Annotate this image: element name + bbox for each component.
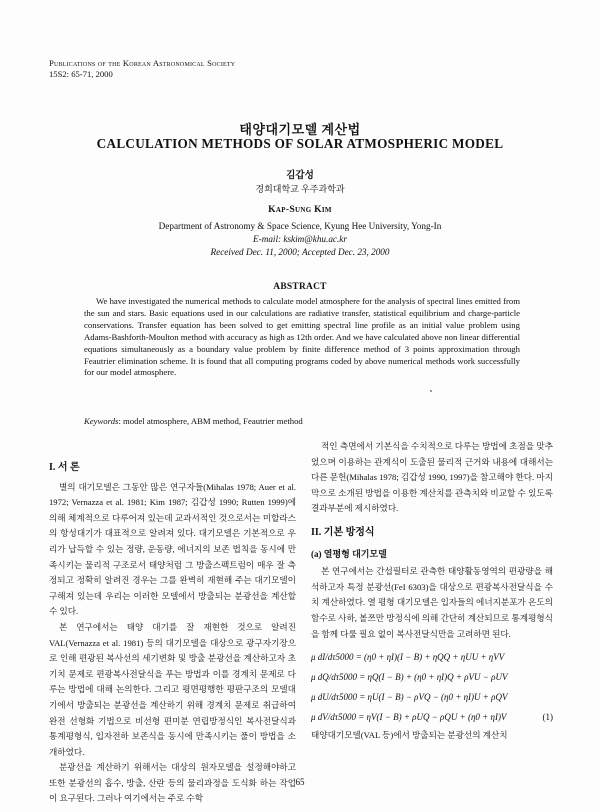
journal-header bbox=[49, 58, 235, 80]
paragraph: 적인 측면에서 기본식을 수치적으로 다루는 방법에 초점을 맞추었으며 이용하는 관계식이 도출된 물리적 근거와 내용에 대해서는 다른 문헌(Mihalas 1978; 김갑성 1990, 1997)을 참고해야 한다. 마지막으로 소개된 방법을 이용한 계산치를 관측치와 비교할 수 있도록 결과부분에 제시하였다. bbox=[311, 441, 553, 514]
right-column bbox=[311, 439, 553, 744]
received-dates: Received Dec. 11, 2000; Accepted Dec. 23, 2000 bbox=[210, 247, 390, 257]
paragraph: 분광선을 계산하기 위해서는 대상의 원자모델을 설정해야하고 또한 분광선의 흡수, 방출, 산란 등의 물리과정을 도식화 하는 작업이 요구된다. 그러나 여기에서는 주로 수학 bbox=[49, 762, 296, 804]
equation: μ dV/dτ5000 = ηV(I − B) + ρUQ − ρQU + (η0 + ηI)V (1) bbox=[311, 708, 553, 728]
section-heading-basic-equations: II. 기본 방정식 bbox=[311, 526, 375, 538]
page-number: 65 bbox=[295, 777, 305, 787]
author-email: E-mail: kskim@khu.ac.kr bbox=[253, 234, 347, 244]
journal-volume: 15S2: 65-71, 2000 bbox=[49, 69, 113, 79]
equation: μ dI/dτ5000 = (η0 + ηI)(I − B) + ηQQ + ηUU + ηVV bbox=[311, 652, 505, 663]
equation: μ dU/dτ5000 = ηU(I − B) − ρVQ − (η0 + ηI)U + ρQV bbox=[311, 692, 508, 703]
paragraph: 본 연구에서는 태양 대기를 잘 재현한 것으로 알려진 VAL(Vernazza et al. 1981) 등의 대기모델을 대상으로 광구자기장으로 인해 편광된 복사선의 세기변화 및 방출 분광선을 계산하고자 초기치 문제로 편광복사전달식을 푸는 방법과 이를 경계치 문제로 다루는 방법에 대해 논의한다. 그리고 평면평행한 평판구조의 모델대기에서 방출되는 분광선을 계산하기 위해 경계치 문제로 취급하여 완전 선형화 기법으로 비선형 편미분 연립방정식인 복사전달식과 통계평형식, 입자전하 보존식을 동시에 만족시키는 풀이 방법을 소개하였다. bbox=[49, 621, 296, 757]
left-column bbox=[49, 460, 296, 807]
paragraph: 본 연구에서는 간섭필터로 관측한 태양활동영역의 편광량을 해석하고자 특정 분광선(FeI 6303)을 대상으로 편광복사전달식을 수치 계산하였다. 열 평형 대기모델은 입자들의 에너지분포가 온도의 함수로 사하, 볼쯔만 방정식에 의해 간단히 계산되므로 통계평형식을 함께 다룰 필요 없이 복사전달식만을 고려하면 된다. bbox=[311, 566, 553, 639]
keywords-list: : model atmosphere, ABM method, Feautrier method bbox=[118, 416, 303, 426]
subsection-heading: (a) 열평형 대기모델 bbox=[311, 548, 387, 559]
paragraph: 별의 대기모델은 그동안 많은 연구자들(Mihalas 1978; Auer et al. 1972; Vernazza et al. 1981; Kim 1987; 김갑성 1990; Rutten 1999)에 의해 체계적으로 다루어져 있는데 교과서적인 것으로서는 미할라스의 항성대기가 대표적으로 알려져 있다. 대기모델은 기본적으로 우리가 납득할 수 있는 정량, 운동량, 에너지의 보존 법칙을 동시에 만족시키는 물리적 구조로서 태양처럼 그 방출스펙트럼이 매우 잘 측정되고 정확히 알려진 경우는 그를 완벽히 재현해 주는 대기모델이 구해져 있는데 우리는 이러한 모델에서 방출되는 분광선을 계산할 수 있다. bbox=[49, 481, 296, 617]
affiliation-korean: 경희대학교 우주과학과 bbox=[255, 184, 345, 194]
equation-block bbox=[311, 648, 553, 728]
affiliation-english: Department of Astronomy & Space Science, Kyung Hee University, Yong-In bbox=[158, 221, 442, 231]
title-english: CALCULATION METHODS OF SOLAR ATMOSPHERIC MODEL bbox=[96, 136, 504, 151]
paragraph: 태양대기모델(VAL 등)에서 방출되는 분광선의 계산치 bbox=[311, 730, 508, 741]
equation: μ dQ/dτ5000 = ηQ(I − B) + (η0 + ηI)Q + ρVU − ρUV bbox=[311, 672, 508, 683]
keywords-line bbox=[84, 416, 524, 426]
scan-speck bbox=[430, 390, 432, 392]
section-heading-introduction: I. 서 론 bbox=[49, 462, 80, 473]
equation-number: (1) bbox=[542, 712, 553, 723]
journal-name: Publications of the Korean Astronomical Society bbox=[49, 58, 236, 68]
abstract-heading: ABSTRACT bbox=[273, 282, 327, 292]
author-name-english: Kap-Sung Kim bbox=[268, 204, 332, 215]
title-korean: 태양대기모델 계산법 bbox=[239, 122, 361, 137]
keywords-label: Keywords bbox=[84, 416, 119, 426]
abstract-body: We have investigated the numerical methods to calculate model atmosphere for the analysis of spectral lines emitted from the sun and stars. Basic equations used in our calculations are radiative transfer, statistical equilibrium and charge-particle conservations. Transfer equation has been solved to get emitting spectral line profile as an initial value problem using Adams-Bashforth-Moulton method with accuracy as high as 12th order. And we have calculated above non linear differential equations simultaneously as a boundary value problem by finite difference method of 3 points approximation through Feautrier elimination scheme. It is found that all computing programs coded by above numerical methods work successfully for our model atmosphere. bbox=[84, 296, 520, 378]
author-name-korean: 김갑성 bbox=[286, 170, 314, 181]
